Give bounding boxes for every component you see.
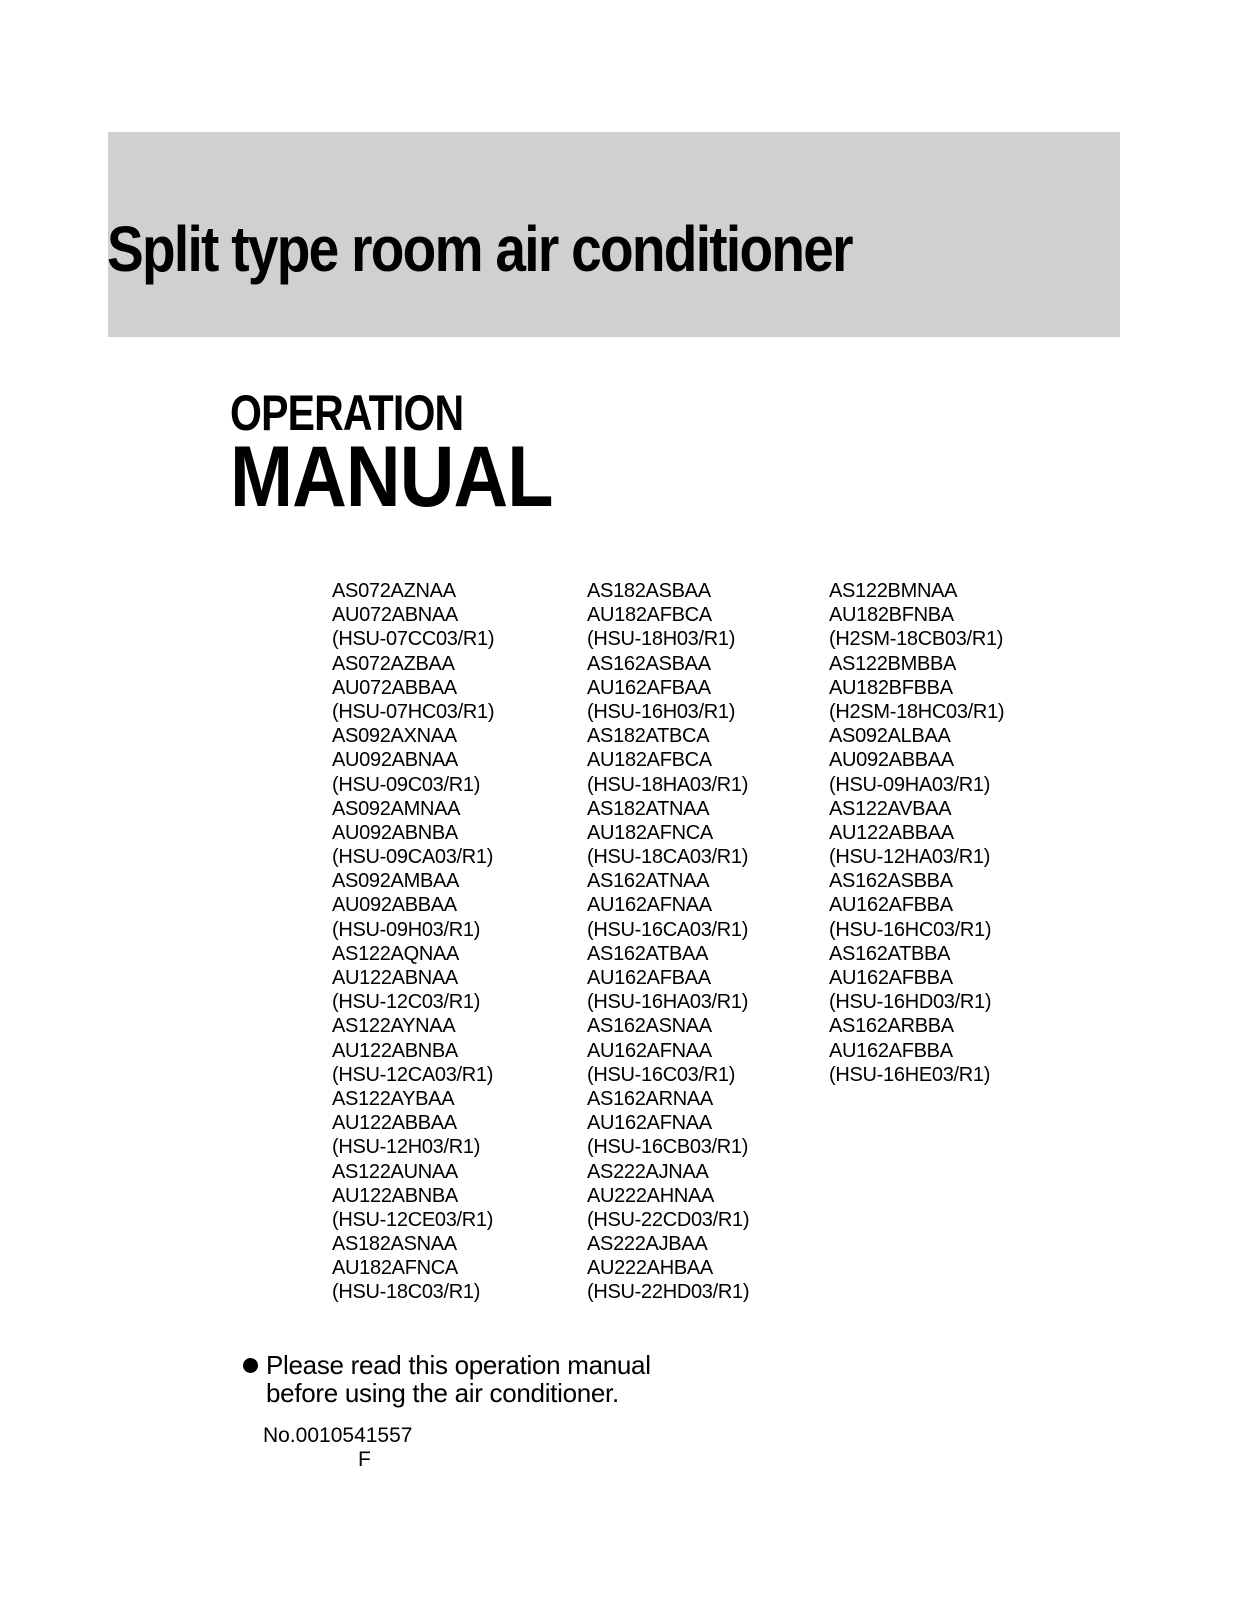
model-item: AU092ABNBA bbox=[332, 821, 458, 844]
model-item: AU122ABBAA bbox=[829, 821, 954, 844]
page-title: Split type room air conditioner bbox=[107, 213, 852, 285]
model-item: (HSU-16H03/R1) bbox=[587, 700, 736, 723]
model-item: AU222AHBAA bbox=[587, 1257, 713, 1280]
model-item: AU182BFNBA bbox=[829, 604, 954, 627]
model-item: AS072AZNAA bbox=[332, 580, 456, 602]
model-list-column-2 bbox=[587, 579, 749, 1305]
model-item: (HSU-12HA03/R1) bbox=[829, 846, 991, 869]
model-item: AS122AYBAA bbox=[332, 1087, 455, 1110]
model-list-column-3 bbox=[829, 579, 1004, 1087]
model-item: (HSU-09HA03/R1) bbox=[829, 773, 991, 796]
model-item: AU122ABBAA bbox=[332, 1112, 457, 1135]
model-list-column-1 bbox=[332, 579, 494, 1305]
heading-operation: OPERATION bbox=[230, 385, 464, 441]
model-item: AU162AFBAA bbox=[587, 967, 711, 989]
model-item: AU162AFNAA bbox=[587, 894, 712, 917]
model-item: AS222AJBAA bbox=[587, 1233, 708, 1256]
model-item: (HSU-18H03/R1) bbox=[587, 628, 736, 651]
model-item: AS092AXNAA bbox=[332, 725, 457, 748]
model-item: (HSU-09H03/R1) bbox=[332, 918, 481, 941]
model-item: AS162ASNAA bbox=[587, 1015, 712, 1038]
model-item: AU162AFNAA bbox=[587, 1039, 712, 1062]
model-item: (HSU-09C03/R1) bbox=[332, 773, 481, 796]
model-item: AU162AFBBA bbox=[829, 1039, 953, 1062]
model-item: AS182ATBCA bbox=[587, 725, 710, 748]
model-item: AS092ALBAA bbox=[829, 725, 951, 748]
model-item: AS162ASBAA bbox=[587, 652, 711, 675]
model-item: AU182AFBCA bbox=[587, 604, 712, 627]
model-item: AS122AUNAA bbox=[332, 1160, 458, 1183]
model-item: (HSU-18CA03/R1) bbox=[587, 846, 749, 869]
model-item: (HSU-22HD03/R1) bbox=[587, 1281, 750, 1304]
note-text bbox=[266, 1351, 651, 1407]
read-manual-note bbox=[243, 1351, 651, 1407]
model-item: AU092ABBAA bbox=[829, 749, 954, 772]
model-item: (HSU-09CA03/R1) bbox=[332, 846, 494, 869]
model-item: (HSU-12C03/R1) bbox=[332, 991, 481, 1014]
model-item: AU092ABNAA bbox=[332, 749, 458, 772]
model-item: AU072ABBAA bbox=[332, 676, 457, 699]
model-item: AS182ASNAA bbox=[332, 1233, 457, 1256]
model-item: AS182ASBAA bbox=[587, 580, 711, 602]
model-item: AS092AMBAA bbox=[332, 870, 460, 893]
model-item: AU182BFBBA bbox=[829, 676, 953, 699]
model-item: AS162ARNAA bbox=[587, 1087, 713, 1110]
model-item: (HSU-07HC03/R1) bbox=[332, 700, 495, 723]
model-item: AU162AFNAA bbox=[587, 1112, 712, 1135]
model-item: AS122AYNAA bbox=[332, 1015, 456, 1038]
model-item: AU162AFBAA bbox=[587, 676, 711, 699]
model-item: AU072ABNAA bbox=[332, 604, 458, 627]
model-item: (HSU-07CC03/R1) bbox=[332, 628, 495, 651]
model-item: AU122ABNBA bbox=[332, 1039, 458, 1062]
model-item: (HSU-12CA03/R1) bbox=[332, 1063, 494, 1086]
model-item: (HSU-16C03/R1) bbox=[587, 1063, 736, 1086]
model-item: AS222AJNAA bbox=[587, 1160, 709, 1183]
model-item: AS122BMNAA bbox=[829, 580, 958, 602]
model-item: AS162ARBBA bbox=[829, 1015, 954, 1038]
model-item: AU222AHNAA bbox=[587, 1184, 715, 1207]
model-item: (HSU-18C03/R1) bbox=[332, 1281, 481, 1304]
document-revision: F bbox=[358, 1448, 371, 1471]
model-item: (HSU-18HA03/R1) bbox=[587, 773, 749, 796]
model-item: (H2SM-18CB03/R1) bbox=[829, 628, 1004, 651]
model-item: AS162ATNAA bbox=[587, 870, 710, 893]
model-item: (HSU-16HE03/R1) bbox=[829, 1063, 991, 1086]
model-item: (HSU-16CA03/R1) bbox=[587, 918, 749, 941]
document-number: No.0010541557 bbox=[263, 1424, 413, 1447]
bullet-icon bbox=[243, 1358, 258, 1373]
model-item: (HSU-16HC03/R1) bbox=[829, 918, 992, 941]
model-item: AU162AFBBA bbox=[829, 967, 953, 989]
model-item: (H2SM-18HC03/R1) bbox=[829, 700, 1005, 723]
model-item: AU122ABNAA bbox=[332, 967, 458, 989]
model-item: (HSU-16CB03/R1) bbox=[587, 1136, 749, 1159]
note-line-1: Please read this operation manual bbox=[266, 1350, 651, 1380]
model-item: (HSU-12CE03/R1) bbox=[332, 1208, 494, 1231]
model-item: AU122ABNBA bbox=[332, 1184, 458, 1207]
model-item: (HSU-16HD03/R1) bbox=[829, 991, 992, 1014]
model-item: AS122AQNAA bbox=[332, 942, 460, 965]
model-item: AU182AFNCA bbox=[587, 821, 713, 844]
heading-manual: MANUAL bbox=[230, 429, 553, 525]
model-item: (HSU-22CD03/R1) bbox=[587, 1208, 750, 1231]
model-item: AS122AVBAA bbox=[829, 797, 952, 820]
model-item: AS092AMNAA bbox=[332, 797, 461, 820]
model-item: AS072AZBAA bbox=[332, 652, 455, 675]
model-item: AU182AFNCA bbox=[332, 1257, 458, 1280]
model-item: AS162ATBAA bbox=[587, 942, 709, 965]
model-item: AS162ASBBA bbox=[829, 870, 953, 893]
model-item: AS162ATBBA bbox=[829, 942, 951, 965]
model-item: AU162AFBBA bbox=[829, 894, 953, 917]
model-item: AU182AFBCA bbox=[587, 749, 712, 772]
model-item: (HSU-16HA03/R1) bbox=[587, 991, 749, 1014]
model-item: AU092ABBAA bbox=[332, 894, 457, 917]
note-line-2: before using the air conditioner. bbox=[266, 1378, 619, 1408]
model-item: AS182ATNAA bbox=[587, 797, 710, 820]
model-item: AS122BMBBA bbox=[829, 652, 957, 675]
model-item: (HSU-12H03/R1) bbox=[332, 1136, 481, 1159]
